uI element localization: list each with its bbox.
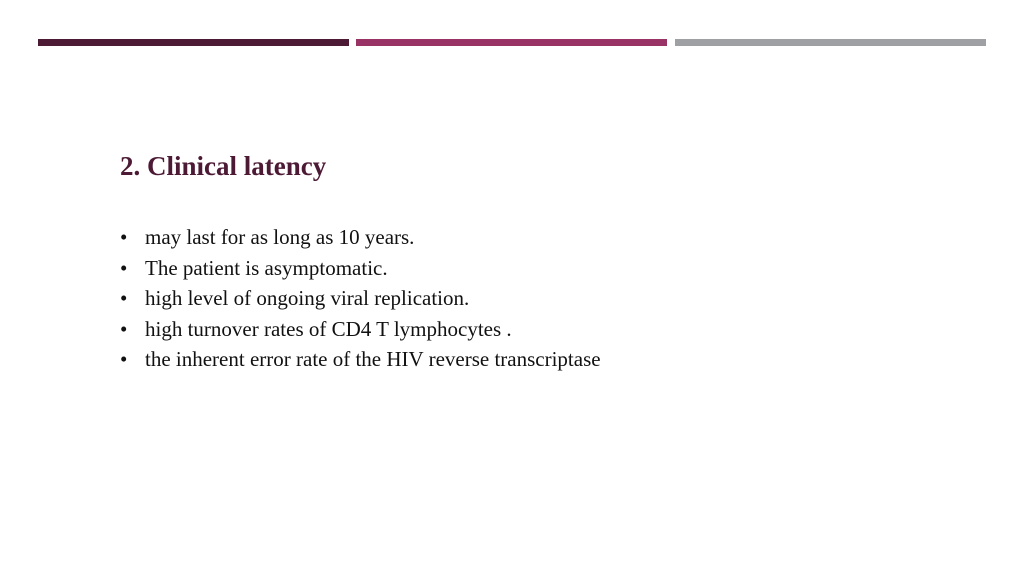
bullet-icon: • (120, 286, 128, 310)
bullet-icon: • (120, 255, 128, 280)
slide-title: 2. Clinical latency (120, 151, 327, 181)
bullet-icon: • (120, 225, 128, 249)
accent-bar-magenta (356, 39, 667, 46)
accent-bar-gray (675, 39, 986, 46)
list-item-text: high turnover rates of CD4 T lymphocytes . (145, 316, 512, 341)
list-item (120, 314, 601, 345)
list-item-text: may last for as long as 10 years. (145, 225, 415, 249)
list-item (120, 283, 601, 314)
list-item-text: the inherent error rate of the HIV reverse transcriptase (145, 347, 601, 371)
bullet-icon: • (120, 347, 128, 371)
list-item-text: high level of ongoing viral replication. (145, 286, 470, 310)
list-item-text: The patient is asymptomatic. (145, 255, 388, 280)
bullet-icon: • (120, 316, 128, 341)
list-item (120, 344, 601, 375)
header-accent-bars (38, 39, 986, 46)
accent-bar-dark (38, 39, 349, 46)
list-item (120, 222, 601, 253)
bullet-list (120, 222, 601, 375)
list-item (120, 253, 601, 284)
